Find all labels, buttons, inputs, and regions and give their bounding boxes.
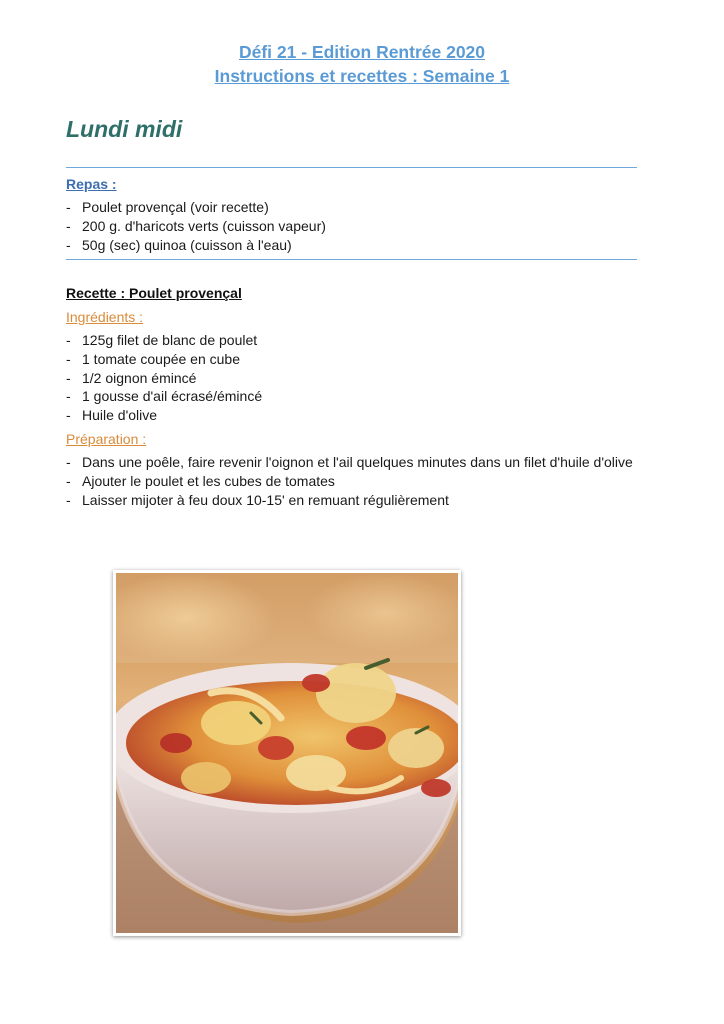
- list-item: - 50g (sec) quinoa (cuisson à l'eau): [66, 236, 292, 253]
- list-item: - 1 gousse d'ail écrasé/émincé: [66, 388, 263, 405]
- dish-photo-illustration: [116, 573, 458, 933]
- list-item: - Huile d'olive: [66, 407, 158, 424]
- preparation-label: Préparation :: [66, 431, 147, 447]
- list-item: - Dans une poêle, faire revenir l'oignon et l'ail quelques minutes dans un filet d'huile d'olive: [66, 454, 633, 470]
- day-title: Lundi midi: [66, 116, 183, 142]
- list-item: - Poulet provençal (voir recette): [66, 199, 269, 215]
- list-item: - 1/2 oignon émincé: [66, 369, 197, 386]
- ingredients-list: [66, 331, 636, 425]
- divider-bottom: [66, 259, 637, 260]
- list-item: - 1 tomate coupée en cube: [66, 350, 241, 367]
- ingredients-label: Ingrédients :: [66, 309, 144, 325]
- list-item: - 200 g. d'haricots verts (cuisson vapeur): [66, 217, 326, 234]
- dish-photo: [113, 570, 461, 936]
- header-subtitle: Instructions et recettes : Semaine 1: [214, 66, 510, 86]
- list-item: - Laisser mijoter à feu doux 10-15' en remuant régulièrement: [66, 491, 449, 508]
- repas-label: Repas :: [66, 176, 117, 192]
- divider-top: [66, 167, 637, 168]
- preparation-list: [66, 453, 636, 509]
- repas-list: [66, 198, 636, 254]
- list-item: - 125g filet de blanc de poulet: [66, 332, 258, 348]
- document-header: [0, 40, 724, 88]
- list-item: - Ajouter le poulet et les cubes de tomates: [66, 472, 335, 489]
- header-title: Défi 21 - Edition Rentrée 2020: [238, 42, 486, 62]
- recipe-title: Recette : Poulet provençal: [66, 285, 242, 301]
